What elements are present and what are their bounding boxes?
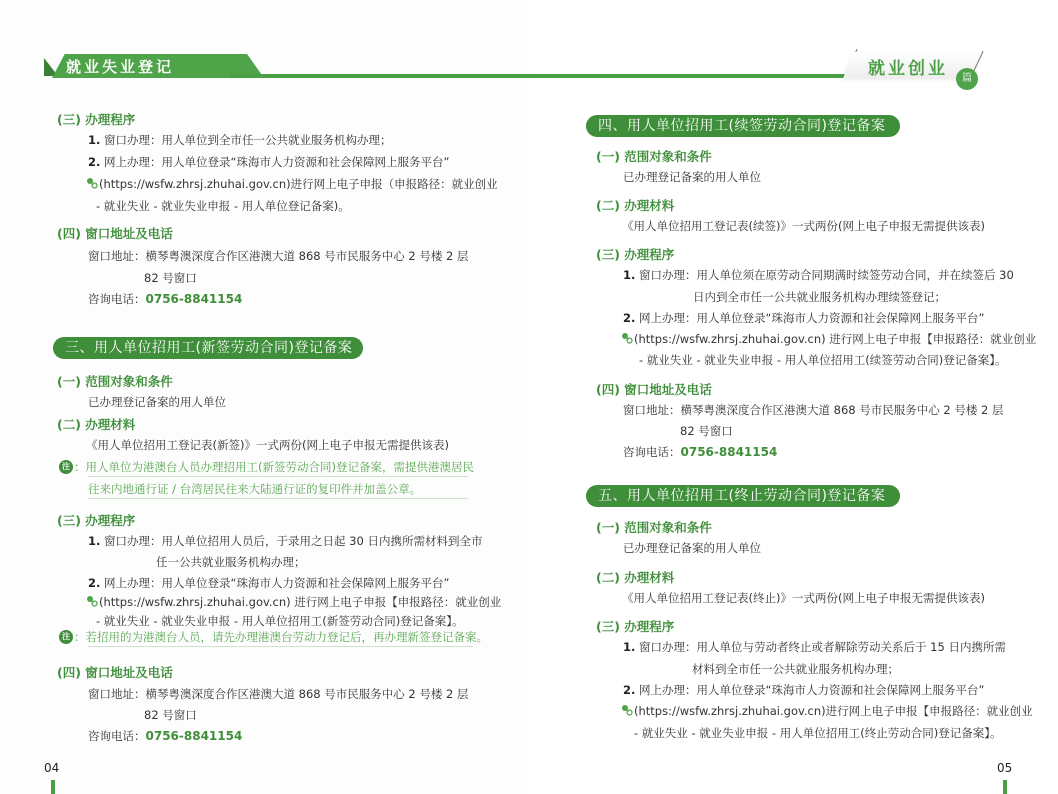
heading-window: (四) 窗口地址及电话 bbox=[596, 382, 712, 397]
step-1: 1. 窗口办理：用人单位须在原劳动合同期满时续签劳动合同，并在续签后 30 bbox=[623, 268, 1014, 282]
step-1: 1. 窗口办理：用人单位到全市任一公共就业服务机构办理； bbox=[88, 133, 392, 147]
phone: 咨询电话：0756-8841154 bbox=[88, 729, 243, 743]
step-2: 2. 网上办理：用人单位登录“珠海市人力资源和社会保障网上服务平台” bbox=[88, 155, 450, 169]
materials-text: 《用人单位招用工登记表(续签)》一式两份(网上电子申报无需提供该表) bbox=[622, 219, 985, 233]
step-1: 1. 窗口办理：用人单位招用人员后，于录用之日起 30 日内携所需材料到全市 bbox=[88, 534, 483, 548]
step-2-link-line[interactable]: (https://wsfw.zhrsj.zhuhai.gov.cn)进行网上电子申报（申报路径：就业创业 bbox=[86, 176, 498, 192]
step-1-line2: 日内到全市任一公共就业服务机构办理续签登记； bbox=[693, 290, 946, 304]
address-line2: 82 号窗口 bbox=[144, 708, 197, 722]
heading-window: (四) 窗口地址及电话 bbox=[57, 226, 173, 241]
heading-materials: (二) 办理材料 bbox=[57, 417, 136, 432]
step-1-line2: 材料到全市任一公共就业服务机构办理； bbox=[692, 662, 899, 676]
materials-text: 《用人单位招用工登记表(新签)》一式两份(网上电子申报无需提供该表) bbox=[86, 438, 449, 452]
step-2-path: - 就业失业 - 就业失业申报 - 用人单位招用工(续签劳动合同)登记备案】。 bbox=[639, 353, 1007, 367]
address-line2: 82 号窗口 bbox=[144, 271, 197, 285]
section-title-5: 五、用人单位招用工(终止劳动合同)登记备案 bbox=[586, 485, 900, 507]
note-icon: 注 bbox=[59, 630, 73, 644]
heading-procedure: (三) 办理程序 bbox=[57, 112, 136, 127]
note-1-line2: 往来内地通行证 / 台湾居民往来大陆通行证的复印件并加盖公章。 bbox=[88, 482, 422, 496]
step-2-path: - 就业失业 - 就业失业申报 - 用人单位登记备案)。 bbox=[96, 199, 350, 213]
phone-number[interactable]: 0756-8841154 bbox=[680, 445, 778, 459]
page-number-left: 04 bbox=[44, 761, 60, 775]
link-icon bbox=[86, 595, 98, 607]
address: 窗口地址：横琴粤澳深度合作区港澳大道 868 号市民服务中心 2 号楼 2 层 bbox=[623, 403, 1004, 417]
heading-materials: (二) 办理材料 bbox=[596, 570, 675, 585]
note-2: ：若招用的为港澳台人员，请先办理港澳台劳动力登记后，再办理新签登记备案。 bbox=[74, 630, 488, 644]
scope-text: 已办理登记备案的用人单位 bbox=[623, 170, 761, 184]
step-2-link-line[interactable]: (https://wsfw.zhrsj.zhuhai.gov.cn)进行网上电子申报【申报路径：就业创业 bbox=[621, 703, 1033, 719]
step-1-line2: 任一公共就业服务机构办理； bbox=[156, 555, 306, 569]
header-title-right: 就业创业 bbox=[868, 59, 948, 79]
step-2-path: - 就业失业 - 就业失业申报 - 用人单位招用工(新签劳动合同)登记备案】。 bbox=[96, 614, 464, 628]
section-title-3: 三、用人单位招用工(新签劳动合同)登记备案 bbox=[53, 337, 363, 359]
materials-text: 《用人单位招用工登记表(终止)》一式两份(网上电子申报无需提供该表) bbox=[622, 591, 985, 605]
heading-materials: (二) 办理材料 bbox=[596, 198, 675, 213]
step-2-link-line[interactable]: (https://wsfw.zhrsj.zhuhai.gov.cn) 进行网上电子申报【申报路径：就业创业 bbox=[86, 594, 501, 610]
phone-number[interactable]: 0756-8841154 bbox=[145, 292, 243, 306]
page-number-right: 05 bbox=[997, 761, 1013, 775]
heading-window: (四) 窗口地址及电话 bbox=[57, 665, 173, 680]
address: 窗口地址：横琴粤澳深度合作区港澳大道 868 号市民服务中心 2 号楼 2 层 bbox=[88, 249, 469, 263]
note-underline bbox=[88, 498, 468, 499]
scope-text: 已办理登记备案的用人单位 bbox=[623, 541, 761, 555]
phone: 咨询电话：0756-8841154 bbox=[623, 445, 778, 459]
step-2: 2. 网上办理：用人单位登录“珠海市人力资源和社会保障网上服务平台” bbox=[623, 311, 985, 325]
heading-procedure: (三) 办理程序 bbox=[57, 513, 136, 528]
page-marker-left bbox=[51, 780, 55, 794]
link-icon bbox=[86, 177, 98, 189]
section-title-4: 四、用人单位招用工(续签劳动合同)登记备案 bbox=[586, 115, 900, 137]
step-2-path: - 就业失业 - 就业失业申报 - 用人单位招用工(终止劳动合同)登记备案】。 bbox=[634, 726, 1002, 740]
step-2: 2. 网上办理：用人单位登录“珠海市人力资源和社会保障网上服务平台” bbox=[623, 683, 985, 697]
note-1-line1: ：用人单位为港澳台人员办理招用工(新签劳动合同)登记备案，需提供港澳居民 bbox=[74, 460, 474, 474]
heading-procedure: (三) 办理程序 bbox=[596, 247, 675, 262]
step-2-link-line[interactable]: (https://wsfw.zhrsj.zhuhai.gov.cn) 进行网上电子申报【申报路径：就业创业 bbox=[621, 331, 1036, 347]
heading-scope: (一) 范围对象和条件 bbox=[57, 374, 173, 389]
scope-text: 已办理登记备案的用人单位 bbox=[88, 395, 226, 409]
phone: 咨询电话：0756-8841154 bbox=[88, 292, 243, 306]
chapter-badge: 篇 bbox=[956, 68, 978, 90]
header-title: 就业失业登记 bbox=[66, 58, 175, 76]
step-2: 2. 网上办理：用人单位登录“珠海市人力资源和社会保障网上服务平台” bbox=[88, 576, 450, 590]
section-header-right bbox=[838, 48, 988, 88]
address: 窗口地址：横琴粤澳深度合作区港澳大道 868 号市民服务中心 2 号楼 2 层 bbox=[88, 687, 469, 701]
note-underline bbox=[88, 476, 468, 477]
header-rule bbox=[230, 74, 930, 78]
link-icon bbox=[621, 332, 633, 344]
address-line2: 82 号窗口 bbox=[680, 424, 733, 438]
heading-scope: (一) 范围对象和条件 bbox=[596, 520, 712, 535]
step-1: 1. 窗口办理：用人单位与劳动者终止或者解除劳动关系后于 15 日内携所需 bbox=[623, 640, 1006, 654]
note-underline bbox=[88, 646, 473, 647]
heading-scope: (一) 范围对象和条件 bbox=[596, 149, 712, 164]
phone-number[interactable]: 0756-8841154 bbox=[145, 729, 243, 743]
page-marker-right bbox=[1003, 780, 1007, 794]
note-icon: 注 bbox=[59, 460, 73, 474]
link-icon bbox=[621, 704, 633, 716]
heading-procedure: (三) 办理程序 bbox=[596, 619, 675, 634]
